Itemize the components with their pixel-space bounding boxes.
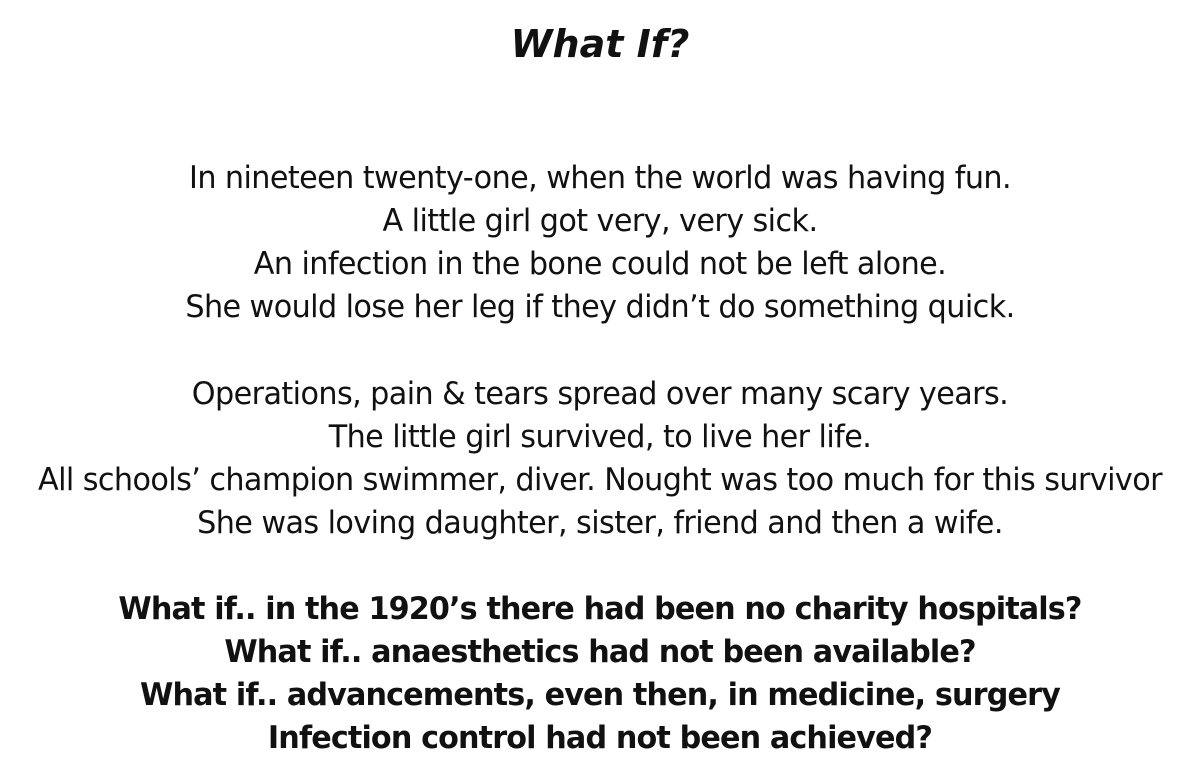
poem-line: She was loving daughter, sister, friend and then a wife. xyxy=(197,505,1003,541)
stanza-2 xyxy=(0,373,1200,545)
stanza-3-questions xyxy=(0,588,1200,760)
question-line: What if.. advancements, even then, in medicine, surgery xyxy=(140,677,1060,713)
poem-line: She would lose her leg if they didn’t do something quick. xyxy=(185,289,1015,325)
poem-line: A little girl got very, very sick. xyxy=(382,203,818,239)
question-line: Infection control had not been achieved? xyxy=(267,720,933,756)
poem-line: An infection in the bone could not be left alone. xyxy=(253,246,947,282)
stanza-1 xyxy=(0,157,1200,329)
poem-title: What If? xyxy=(510,22,690,66)
poem-line: Operations, pain & tears spread over many scary years. xyxy=(191,376,1009,412)
question-line: What if.. anaesthetics had not been available? xyxy=(224,634,976,670)
question-line: What if.. in the 1920’s there had been no charity hospitals? xyxy=(118,591,1082,627)
poem-line: In nineteen twenty-one, when the world was having fun. xyxy=(188,160,1011,196)
poem-line: The little girl survived, to live her life. xyxy=(328,419,872,455)
poem-line: All schools’ champion swimmer, diver. Nought was too much for this survivor xyxy=(37,462,1162,498)
